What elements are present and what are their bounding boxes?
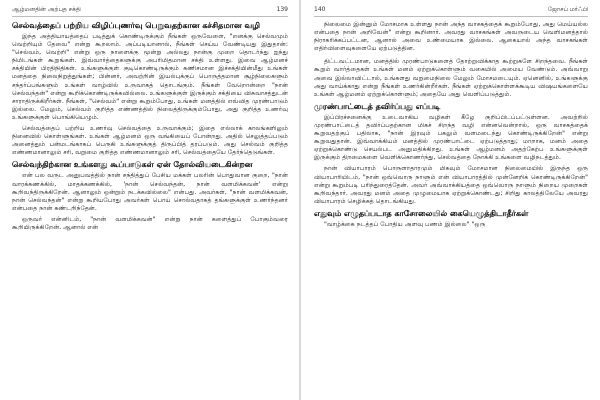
section-heading: எதுவும் எழுதப்படாத காசோலையில் கையெழுத்திடாதீர்கள் (314, 208, 529, 218)
paragraph: நான் வியாபாரம் பொருளாதாரமும் மிகவும் மோசமான நிலைமையில் இருந்த ஒரு வியாபாரியிடம், "நான் ஒவ்வொரு நாளும் என் வியாபாரத்தில் முன்னேறிக் கொண்டிருக்கிறேன்" என்று கூறும்படி பரிந்துரைத்தேன். அவர் அவ்வாக்கியத்தை ஒவ்வொரு நாளும் நிறைய முறைகள் கூறிவந்தார். அவரது மனம் அதை முழுமையாக ஏற்றுக்கொண்டது; சிறிது காலத்திலேயே அவரது வியாபாரம் செழிக்கத் தொடங்கியது. (314, 165, 588, 205)
left-running-header (12, 6, 288, 17)
left-header-title: ஆழ்மனதின் அற்புத சக்தி (12, 6, 81, 13)
right-page (300, 0, 600, 400)
section-heading: செல்வத்தைப் பற்றிய விழிப்புணர்வு பெறுவதற்கான கச்சிதமான வழி (12, 21, 261, 30)
paragraph: ஒருவர் என்னிடம், "நான் வளமிக்கவன்" என்று நான் களைத்துப் போகும்வரை கூறியிருக்கிறேன். ஆனால் என் (12, 215, 288, 231)
left-page-number: 139 (276, 6, 288, 13)
paragraph: நிலைமை இன்னும் மோசமாக உள்ளது நான் அந்த வாசகத்தைக் கூறும்போது, அது மெய்யல்ல என்பதை நான் அறிவேன்" என்று கூறினார். அவரது வாசகங்கள் அவருடைய வெளிமனத்தால் நிராகரிக்கப்பட்டன, ஆனால் அவை உண்மையாக இல்லை. ஆகையால் அந்த வாசகங்கள் எதிர்விளைவுகளையே ஏற்படுத்தின. (314, 21, 588, 53)
section-heading: முரண்பாட்டைத் தவிர்ப்பது எப்படி (314, 101, 441, 111)
section-heading: செல்வந்திற்கான உங்களது கூப்பாடுகள் ஏன் தோல்வியடைகின்றன (12, 160, 253, 170)
right-running-header (314, 6, 588, 17)
paragraph: செல்வத்தைப் பற்றிய உணர்வு செல்வத்தை உருவாக்கும்; இதை எல்லாக் காலங்களிலும் நினைவில் கொள்ளுங்கள். உங்கள் ஆழ்மனம் ஒரு வங்கியைப் போன்றது. அதில் செலுத்தப்படும் அனைத்தும் பன்மடங்காகப் பெருகி உங்களுக்குத் திருப்பித் தரப்படும். அது செல்வம் குறித்த எண்ணமானாலும் சரி, வறுமை குறித்த எண்ணமானாலும் சரி, செல்வத்தையே தேர்ந்தெடுங்கள். (12, 125, 288, 157)
paragraph: இப்பிரச்சனைக்கு உடைவாகிய வழிகள் கீழே குறிப்பிடப்பட்டுள்ளன. அவற்றில் முரண்பாட்டைத் தவிர்ப்பதற்கான மிகச் சிறந்த வழி என்னவென்றால், ஒரு வாசகத்தைக் கூறுவதற்குப் பதிலாக, "நான் இரவும் பகலும் வளமடைந்து கொண்டிருக்கிறேன்" என்று கூறுவதுதான். இவ்வாக்கியம் மனத்தில் முரண்பாட்டை ஏற்படுத்தாது; மாறாக, மனம் அதை ஏற்றுக்கொண்டு செயல்பட அனுமதிக்கிறது. உங்கள் ஆழ்மனம் அதற்கேற்ப உங்களுக்குள் இருக்கும் திறமைகளை வெளிக்கொணர்ந்து, செல்வத்தை நோக்கி உங்களை வழிநடத்தும். (314, 113, 588, 162)
paragraph: இந்த அத்தியாயத்தைப் படித்துக் கொண்டிருக்கும் நீங்கள் ஒருவேளை, "எனக்கு செல்வமும் வெற்றியும் தேவை" என்று கூறலாம். அப்படியானால், நீங்கள் செய்ய வேண்டியது இதுதான்: "செல்வம், வெற்றி" என்று ஒரு நாளைக்கு மூன்று அல்லது நான்கு முறை தொடர்ந்து ஐந்து நிமிடங்கள் கூறுங்கள். இவ்வார்த்தைகளுக்கு அபரிமிதமான சக்தி உள்ளது. இவை ஆழ்மனச் சக்தியின் பிரதிநிதிகள். உங்களுக்குள் குடிகொண்டிருக்கும் கணிசமான இச்சக்தியின்மீது உங்கள் மனத்தை நிலைநிறுத்துங்கள்; பின்னர், அவற்றின் இயல்புக்குப் பொருத்தமான சூழ்நிலைகளும் சந்தர்ப்பங்களும் உங்கள் வாழ்வில் உருவாகத் தொடங்கும். நீங்கள் வேறொன்றை "நான் செல்வந்தன்" என்று கூறிக்கொண்டிருக்கவில்லை. உங்களுக்குள் இருக்கும் சக்தியை விசுவாசத்துடன் சாராதிருக்கிறீர்கள். நீங்கள், "செல்வம்" என்று கூறும்போது, உங்கள் மனத்தில் எவ்வித முரண்பாடும் இல்லை. மேலும், செல்வம் குறித்த எண்ணத்தில் நிலைத்திருக்கும்போது, அது குறித்த உணர்வு உங்களுக்குள் பொங்கியெழும். (12, 33, 288, 121)
right-page-number: 140 (314, 6, 326, 13)
right-header-title: ஜோசப் மர்ஃபி (547, 6, 588, 13)
paragraph: என் பல வருட அனுபவத்தில் நான் சந்தித்துப் பேசிய மக்கள் பலரின் பொதுவான குறை, "நான் வாரக்கணக்கில், மாதக்கணக்கில், 'நான் செல்வந்தன், நான் வளமிக்கவன்' என்று கூறிவந்திருக்கிறேன். ஆனாலும் ஒன்றும் நடக்கவில்லை" என்பது. அவர்கள், "நான் வளமிக்கவன், நான் செல்வந்தன்" என்று கூறியபோது அவர்கள் பொய் சொல்வதாகத் தங்களுக்குள் உணர்ந்தனர் என்பதை நான் கண்டறிந்தேன். (12, 172, 288, 212)
paragraph: திட்டவட்டமான, மனத்தில் முரண்பாடுகளைத் தோற்றுவிக்காத கூற்றுகளே சிறந்தவை. நீங்கள் கூறும் வார்த்தைகள் உங்கள் மனம் ஏற்றுக்கொள்ளும் வகையில் அமைய வேண்டும். அவ்வாறு அவை இல்லாவிட்டால், உங்களது வறுமைநிலை மேலும் மோசமடையும். ஏனெனில், உங்களுக்கு அது வாய்க்காது என்று நீங்கள் உணர்கின்றீர்கள். நீங்கள் ஏற்றுக்கொள்ளக்கூடிய விஷயங்களையே உங்கள் ஆழ்மனம் ஏற்றுக்கொள்ளும்; அதையே அது வெளிப்படுத்தும். (314, 58, 588, 98)
paragraph: "வாழ்க்கை நடத்தப் போதிய அளவு பணம் இல்லை" "ஒரு (324, 220, 486, 228)
